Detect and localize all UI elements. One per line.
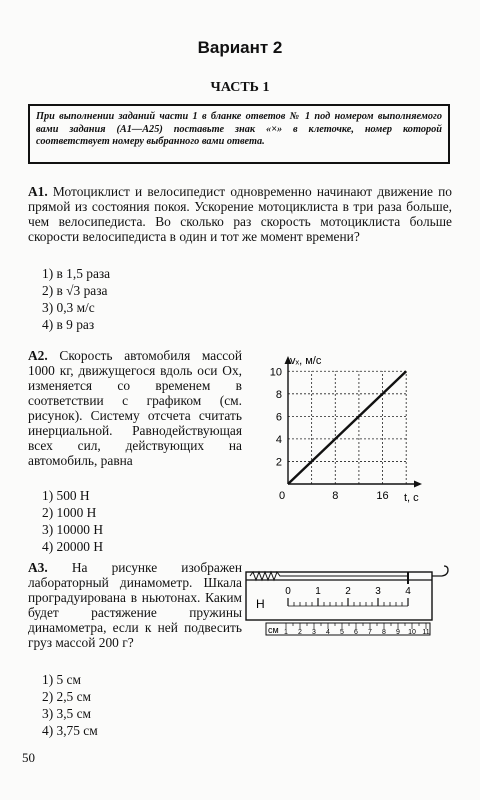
task-a2-option-1: 1) 500 Н — [42, 488, 90, 503]
task-a3-number: А3. — [28, 560, 48, 575]
scale-label: 1 — [315, 586, 321, 597]
ruler-body — [266, 623, 430, 635]
ruler-label: 5 — [340, 629, 344, 636]
part-heading: ЧАСТЬ 1 — [210, 80, 270, 95]
x-tick-label: 0 — [278, 490, 286, 502]
task-a2-text: Скорость автомобиля массой 1000 кг, движущегося вдоль оси Ox, изменяется со временем в соответствии с графиком (см. рисунок). Систему отсчета считать инерциальной. Равнодействующая всех сил, действующих на автомобиль, равна — [28, 348, 242, 468]
task-a1-question — [28, 184, 452, 244]
task-a1-number: А1. — [28, 184, 48, 199]
scale-label: 3 — [375, 586, 381, 597]
task-a2-number: А2. — [28, 348, 48, 363]
x-axis-label: t, с — [404, 492, 419, 504]
y-tick-label: 4 — [275, 433, 282, 446]
ruler-label: 2 — [298, 629, 302, 636]
task-a3-question — [28, 560, 242, 650]
task-a1-options — [42, 266, 110, 334]
task-a2-question — [28, 348, 242, 468]
task-a2-option-4: 4) 20000 Н — [42, 539, 103, 554]
ruler-label: 6 — [354, 629, 358, 636]
dynamometer-figure — [242, 560, 450, 644]
scale-label: 0 — [285, 586, 291, 597]
task-a1-option-4: 4) в 9 раз — [42, 317, 95, 332]
task-a1-text: Мотоциклист и велосипедист одновременно начинают движение по прямой из состояния покоя. Ускорение мотоциклиста в три раза больше, чем велосипедиста. Во сколько раз скорость мотоциклиста больше скорости велосипедиста в один и тот же момент времени? — [28, 184, 452, 244]
task-a3-option-1: 1) 5 см — [42, 672, 81, 687]
variant-title: Вариант 2 — [197, 38, 283, 57]
ruler-unit: см — [268, 625, 279, 635]
task-a3-option-3: 3) 3,5 см — [42, 706, 92, 721]
y-axis-label: vₓ, м/с — [290, 355, 322, 367]
ruler-label: 4 — [326, 629, 330, 636]
ruler-label: 8 — [382, 629, 386, 636]
instruction-box: При выполнении заданий части 1 в бланке ответов № 1 под номером выполняемого вами задания (А1—А25) поставьте знак «×» в клеточке, номер которой соответствует номеру выбранного вами ответа. — [28, 104, 450, 164]
hook-icon — [442, 566, 448, 576]
ruler-label: 10 — [408, 629, 416, 636]
task-a1-option-1: 1) в 1,5 раза — [42, 266, 111, 281]
velocity-time-chart — [250, 348, 450, 508]
page-number: 50 — [22, 750, 35, 765]
scale-label: 2 — [345, 586, 351, 597]
task-a3-text: На рисунке изображен лабораторный динамометр. Шкала проградуирована в ньютонах. Каким будет растяжение пружины динамометра, если к ней подвесить груз массой 200 г? — [28, 560, 242, 650]
task-a2-option-2: 2) 1000 Н — [42, 505, 97, 520]
scale-unit: Н — [256, 597, 265, 611]
ruler-label: 11 — [422, 629, 430, 636]
y-tick-label: 10 — [269, 366, 282, 379]
task-a3-option-4: 4) 3,75 см — [42, 723, 98, 738]
x-tick-label: 8 — [332, 490, 339, 502]
task-a2-options — [42, 488, 103, 556]
x-axis-arrow — [414, 481, 422, 488]
ruler-label: 9 — [396, 629, 400, 636]
y-tick-label: 6 — [275, 411, 282, 424]
ruler-label: 3 — [312, 629, 316, 636]
task-a1-option-3: 3) 0,3 м/с — [42, 300, 95, 315]
ruler-label: 7 — [368, 629, 372, 636]
scale-label: 4 — [405, 586, 411, 597]
x-tick-label: 16 — [376, 490, 389, 502]
task-a1-option-2: 2) в √3 раза — [42, 283, 108, 298]
chart-series — [288, 371, 406, 484]
y-tick-label: 2 — [275, 456, 282, 469]
task-a2-option-3: 3) 10000 Н — [42, 522, 103, 537]
y-tick-label: 8 — [275, 388, 282, 401]
task-a3-options — [42, 672, 98, 740]
task-a3-option-2: 2) 2,5 см — [42, 689, 92, 704]
velocity-line — [288, 371, 406, 484]
ruler-label: 1 — [284, 629, 288, 636]
